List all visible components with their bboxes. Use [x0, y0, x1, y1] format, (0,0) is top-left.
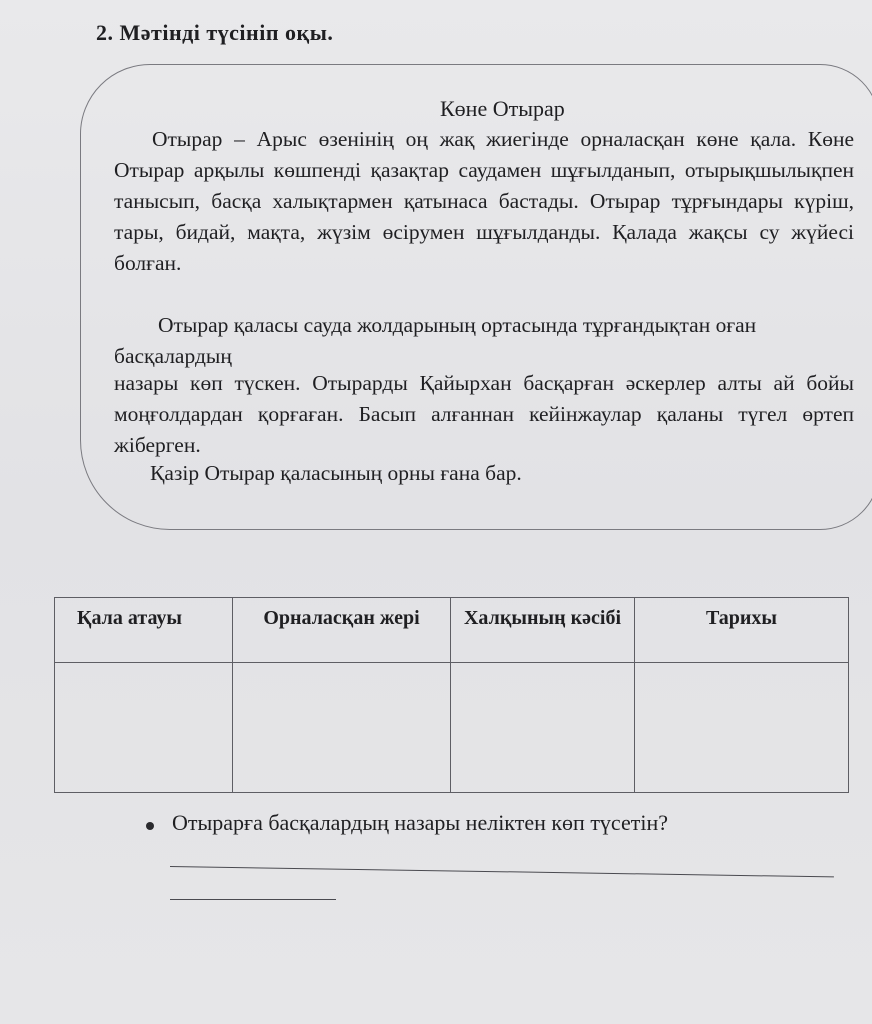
header-history: Тарихы [635, 598, 849, 663]
answer-cell-city-name[interactable] [55, 663, 233, 793]
story-paragraph-3: Қазір Отырар қаласының орны ғана бар. [150, 461, 522, 485]
story-title: Көне Отырар [440, 96, 565, 121]
header-city-name: Қала атауы [55, 598, 233, 663]
story-paragraph-2-rest: назары көп түскен. Отырарды Қайырхан басқарған әскерлер алты ай бойы моңғолдардан қорғаған. Басып алғаннан кейінжаулар қаланы түгел өртеп жіберген. [114, 371, 854, 457]
bullet-icon [146, 822, 154, 830]
header-location: Орналасқан жері [233, 598, 451, 663]
answer-line-1[interactable] [170, 866, 834, 877]
question-text: Отырарға басқалардың назары неліктен көп түсетін? [172, 810, 668, 835]
exercise-heading: 2. Мәтінді түсініп оқы. [96, 20, 334, 45]
table-header-row [55, 598, 849, 663]
answer-cell-history[interactable] [635, 663, 849, 793]
answer-line-2[interactable] [170, 899, 336, 900]
table-row [55, 663, 849, 793]
story-paragraph-2-first-line: Отырар қаласы сауда жолдарының ортасында тұрғандықтан оған басқалардың [114, 313, 757, 368]
header-occupation: Халқының кәсібі [451, 598, 635, 663]
answer-cell-occupation[interactable] [451, 663, 635, 793]
answer-table [54, 597, 849, 793]
answer-cell-location[interactable] [233, 663, 451, 793]
story-paragraph-1: Отырар – Арыс өзенінің оң жақ жиегінде орналасқан көне қала. Көне Отырар арқылы көшпенді қазақтар саудамен шұғылданып, отырықшылықпен танысып, басқа халықтармен қатынаса бастады. Отырар тұрғындары күріш, тары, бидай, мақта, жүзім өсірумен шұғылданды. Қалада жақсы су жүйесі болған. [114, 127, 854, 275]
